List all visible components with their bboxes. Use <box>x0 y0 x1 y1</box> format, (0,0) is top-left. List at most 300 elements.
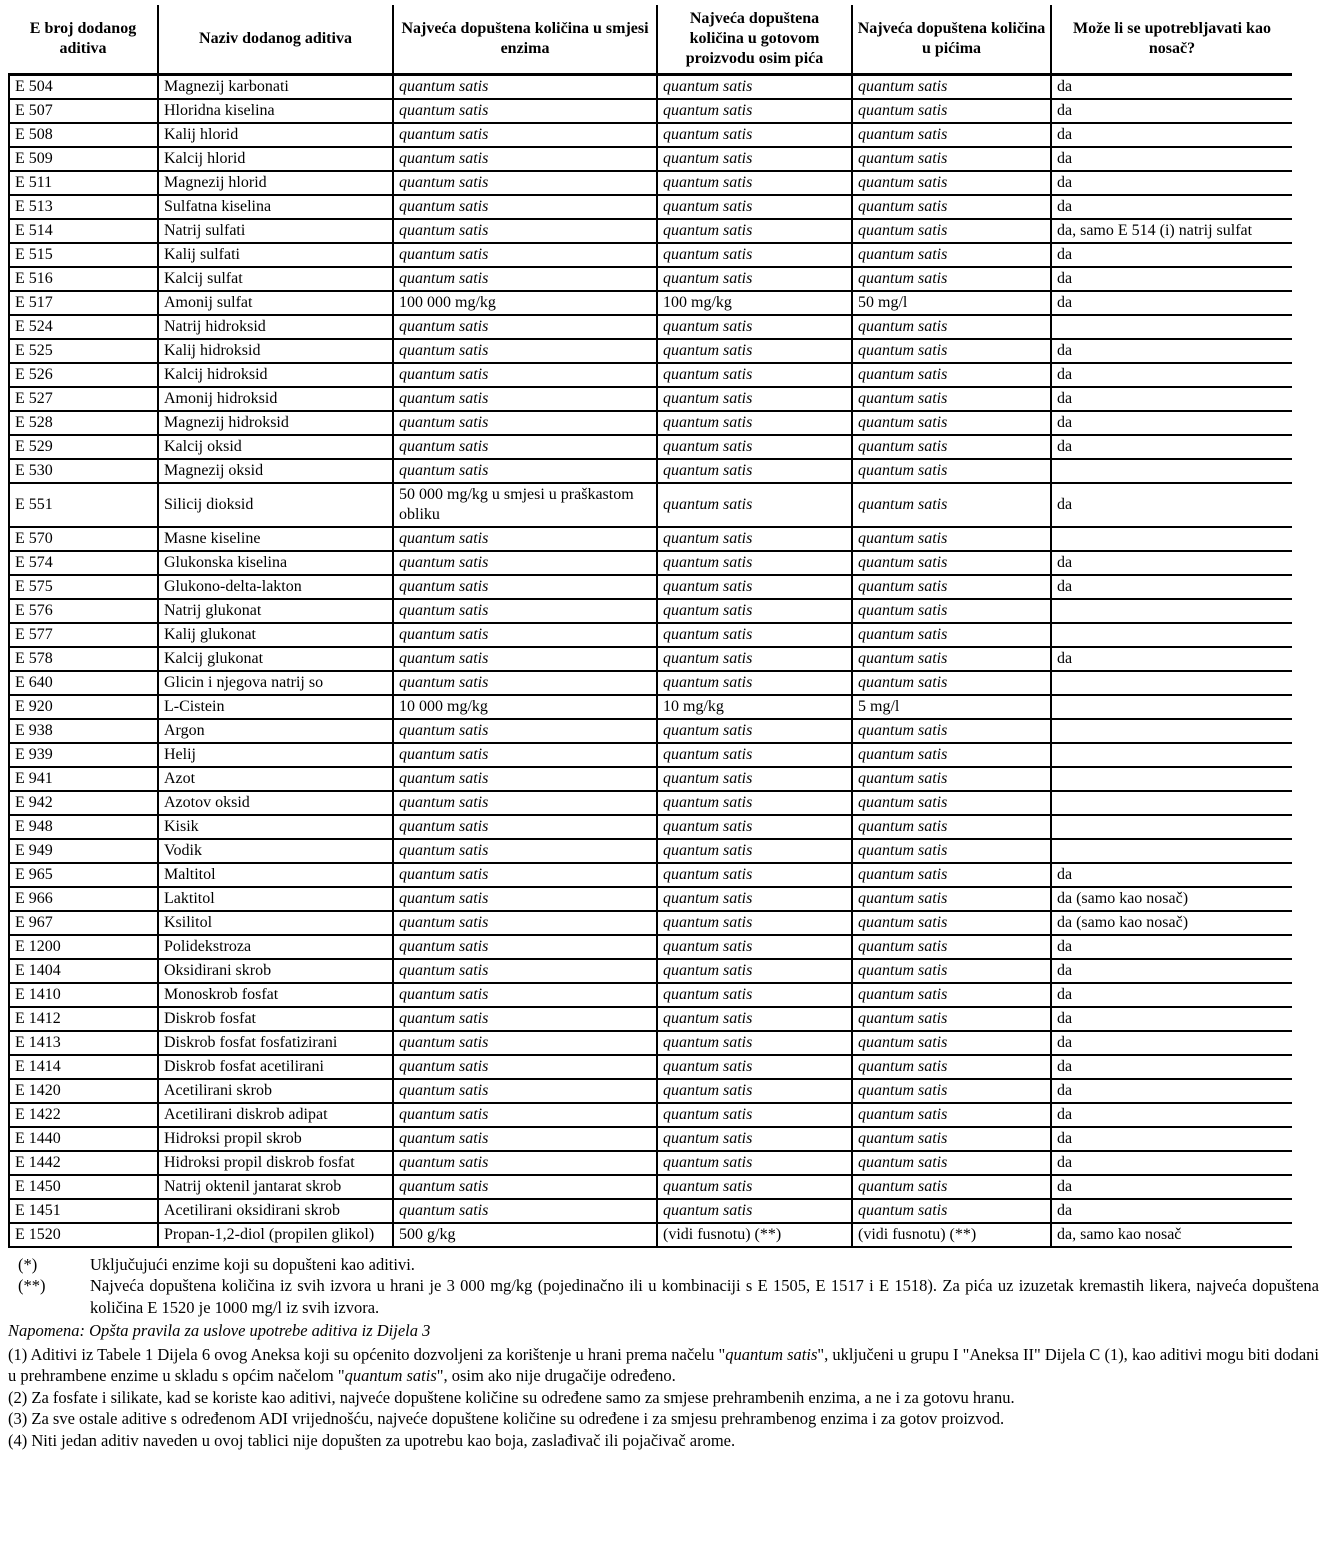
cell-max-finished-product: quantum satis <box>657 171 852 195</box>
col-max-drinks-header: Najveća dopuštena količina u pićima <box>852 5 1051 75</box>
cell-carrier-use <box>1051 767 1292 791</box>
cell-additive-name: Magnezij karbonati <box>158 75 393 100</box>
cell-max-enzyme-mix: 100 000 mg/kg <box>393 291 657 315</box>
cell-max-finished-product: quantum satis <box>657 1055 852 1079</box>
cell-max-drinks: quantum satis <box>852 435 1051 459</box>
cell-max-enzyme-mix: quantum satis <box>393 1175 657 1199</box>
cell-max-enzyme-mix: quantum satis <box>393 743 657 767</box>
cell-max-enzyme-mix: quantum satis <box>393 411 657 435</box>
cell-additive-name: Acetilirani oksidirani skrob <box>158 1199 393 1223</box>
cell-max-enzyme-mix: quantum satis <box>393 459 657 483</box>
cell-e-number: E 529 <box>9 435 158 459</box>
cell-carrier-use: da <box>1051 1007 1292 1031</box>
cell-max-finished-product: quantum satis <box>657 839 852 863</box>
cell-additive-name: Diskrob fosfat <box>158 1007 393 1031</box>
cell-max-finished-product: quantum satis <box>657 123 852 147</box>
table-row <box>9 671 1292 695</box>
cell-max-enzyme-mix: quantum satis <box>393 527 657 551</box>
cell-max-enzyme-mix: quantum satis <box>393 435 657 459</box>
cell-carrier-use: da <box>1051 575 1292 599</box>
cell-additive-name: Kisik <box>158 815 393 839</box>
cell-carrier-use: da <box>1051 435 1292 459</box>
cell-max-drinks: quantum satis <box>852 339 1051 363</box>
numbered-footnote: (4) Niti jedan aditiv naveden u ovoj tablici nije dopušten za upotrebu kao boja, zaslađivač ili pojačivač arome. <box>8 1430 736 1450</box>
cell-additive-name: Maltitol <box>158 863 393 887</box>
table-row <box>9 483 1292 527</box>
table-row <box>9 387 1292 411</box>
cell-e-number: E 576 <box>9 599 158 623</box>
starred-footnote <box>8 1275 1319 1318</box>
cell-carrier-use: da (samo kao nosač) <box>1051 887 1292 911</box>
table-row <box>9 623 1292 647</box>
col-max-enzyme-mix-header: Najveća dopuštena količina u smjesi enzima <box>393 5 657 75</box>
cell-max-drinks: quantum satis <box>852 767 1051 791</box>
table-row <box>9 435 1292 459</box>
cell-max-drinks: quantum satis <box>852 75 1051 100</box>
cell-max-enzyme-mix: quantum satis <box>393 219 657 243</box>
cell-max-enzyme-mix: quantum satis <box>393 363 657 387</box>
cell-e-number: E 1410 <box>9 983 158 1007</box>
cell-max-enzyme-mix: quantum satis <box>393 599 657 623</box>
cell-additive-name: Glicin i njegova natrij so <box>158 671 393 695</box>
table-row <box>9 1103 1292 1127</box>
cell-carrier-use: da <box>1051 1031 1292 1055</box>
cell-max-finished-product: quantum satis <box>657 671 852 695</box>
cell-max-enzyme-mix: quantum satis <box>393 767 657 791</box>
cell-max-enzyme-mix: quantum satis <box>393 647 657 671</box>
cell-max-enzyme-mix: 50 000 mg/kg u smjesi u praškastom obliku <box>393 483 657 527</box>
cell-carrier-use <box>1051 599 1292 623</box>
cell-max-finished-product: quantum satis <box>657 911 852 935</box>
cell-max-finished-product: quantum satis <box>657 647 852 671</box>
cell-carrier-use <box>1051 315 1292 339</box>
table-row <box>9 363 1292 387</box>
table-row <box>9 839 1292 863</box>
col-e-number-header: E broj dodanog aditiva <box>9 5 158 75</box>
cell-max-enzyme-mix: quantum satis <box>393 147 657 171</box>
additives-table <box>8 5 1292 1248</box>
table-row <box>9 267 1292 291</box>
cell-max-enzyme-mix: quantum satis <box>393 863 657 887</box>
cell-max-enzyme-mix: quantum satis <box>393 623 657 647</box>
cell-max-enzyme-mix: quantum satis <box>393 815 657 839</box>
cell-max-enzyme-mix: quantum satis <box>393 575 657 599</box>
cell-e-number: E 528 <box>9 411 158 435</box>
cell-additive-name: Silicij dioksid <box>158 483 393 527</box>
cell-carrier-use <box>1051 791 1292 815</box>
cell-carrier-use <box>1051 671 1292 695</box>
table-row <box>9 887 1292 911</box>
cell-e-number: E 504 <box>9 75 158 100</box>
cell-max-drinks: quantum satis <box>852 791 1051 815</box>
table-row <box>9 911 1292 935</box>
cell-e-number: E 515 <box>9 243 158 267</box>
cell-carrier-use: da <box>1051 483 1292 527</box>
cell-carrier-use: da <box>1051 935 1292 959</box>
cell-carrier-use: da <box>1051 411 1292 435</box>
cell-max-enzyme-mix: quantum satis <box>393 99 657 123</box>
cell-additive-name: Acetilirani skrob <box>158 1079 393 1103</box>
cell-carrier-use: da, samo E 514 (i) natrij sulfat <box>1051 219 1292 243</box>
cell-max-drinks: quantum satis <box>852 123 1051 147</box>
cell-additive-name: Hidroksi propil skrob <box>158 1127 393 1151</box>
cell-carrier-use: da <box>1051 1079 1292 1103</box>
starred-footnotes <box>8 1254 1319 1318</box>
cell-max-drinks: quantum satis <box>852 743 1051 767</box>
cell-max-drinks: quantum satis <box>852 935 1051 959</box>
cell-additive-name: Natrij oktenil jantarat skrob <box>158 1175 393 1199</box>
cell-max-finished-product: quantum satis <box>657 1031 852 1055</box>
cell-e-number: E 507 <box>9 99 158 123</box>
cell-max-enzyme-mix: quantum satis <box>393 1055 657 1079</box>
cell-max-drinks: quantum satis <box>852 1079 1051 1103</box>
cell-e-number: E 1520 <box>9 1223 158 1247</box>
cell-max-drinks: quantum satis <box>852 671 1051 695</box>
cell-e-number: E 511 <box>9 171 158 195</box>
table-row <box>9 243 1292 267</box>
cell-carrier-use: da <box>1051 1175 1292 1199</box>
cell-carrier-use: da <box>1051 171 1292 195</box>
cell-max-finished-product: quantum satis <box>657 1103 852 1127</box>
cell-carrier-use <box>1051 839 1292 863</box>
cell-max-drinks: (vidi fusnotu) (**) <box>852 1223 1051 1247</box>
cell-max-drinks: quantum satis <box>852 147 1051 171</box>
cell-additive-name: Kalcij hlorid <box>158 147 393 171</box>
table-row <box>9 527 1292 551</box>
table-row <box>9 171 1292 195</box>
cell-e-number: E 575 <box>9 575 158 599</box>
cell-additive-name: Kalij sulfati <box>158 243 393 267</box>
table-row <box>9 1175 1292 1199</box>
cell-max-enzyme-mix: quantum satis <box>393 791 657 815</box>
cell-carrier-use: da <box>1051 1151 1292 1175</box>
cell-max-drinks: quantum satis <box>852 1175 1051 1199</box>
starred-footnote <box>8 1254 1319 1275</box>
cell-max-finished-product: quantum satis <box>657 1175 852 1199</box>
cell-e-number: E 941 <box>9 767 158 791</box>
cell-max-finished-product: quantum satis <box>657 527 852 551</box>
cell-max-finished-product: 10 mg/kg <box>657 695 852 719</box>
cell-max-enzyme-mix: quantum satis <box>393 887 657 911</box>
cell-additive-name: Kalcij oksid <box>158 435 393 459</box>
cell-max-finished-product: quantum satis <box>657 815 852 839</box>
cell-carrier-use: da <box>1051 647 1292 671</box>
table-row <box>9 863 1292 887</box>
cell-max-finished-product: quantum satis <box>657 195 852 219</box>
cell-max-finished-product: quantum satis <box>657 387 852 411</box>
cell-max-finished-product: quantum satis <box>657 411 852 435</box>
table-row <box>9 1223 1292 1247</box>
cell-carrier-use <box>1051 815 1292 839</box>
napomena-note: Napomena: Opšta pravila za uslove upotrebe aditiva iz Dijela 3 <box>8 1321 431 1341</box>
cell-max-enzyme-mix: quantum satis <box>393 1199 657 1223</box>
cell-max-enzyme-mix: quantum satis <box>393 339 657 363</box>
cell-additive-name: Vodik <box>158 839 393 863</box>
cell-additive-name: Polidekstroza <box>158 935 393 959</box>
cell-max-finished-product: quantum satis <box>657 147 852 171</box>
cell-max-drinks: quantum satis <box>852 1031 1051 1055</box>
table-row <box>9 411 1292 435</box>
cell-max-finished-product: quantum satis <box>657 483 852 527</box>
col-additive-name-header: Naziv dodanog aditiva <box>158 5 393 75</box>
cell-e-number: E 530 <box>9 459 158 483</box>
cell-additive-name: Acetilirani diskrob adipat <box>158 1103 393 1127</box>
cell-max-enzyme-mix: quantum satis <box>393 1007 657 1031</box>
numbered-footnote: (1) Aditivi iz Tabele 1 Dijela 6 ovog Aneksa koji su općenito dozvoljeni za korištenje u hrani prema načelu "quantum satis", uključeni u grupu I "Aneksa II" Dijela C (1), kao aditivi mogu biti dodani u prehrambene enzime u skladu s općim načelom "quantum satis", osim ako nije drugačije određeno. <box>8 1344 1320 1386</box>
cell-e-number: E 920 <box>9 695 158 719</box>
cell-max-drinks: quantum satis <box>852 599 1051 623</box>
cell-max-enzyme-mix: quantum satis <box>393 315 657 339</box>
cell-additive-name: Hidroksi propil diskrob fosfat <box>158 1151 393 1175</box>
table-row <box>9 1031 1292 1055</box>
cell-additive-name: Magnezij hlorid <box>158 171 393 195</box>
cell-max-drinks: quantum satis <box>852 171 1051 195</box>
cell-e-number: E 1442 <box>9 1151 158 1175</box>
footnote-text: Najveća dopuštena količina iz svih izvora u hrani je 3 000 mg/kg (pojedinačno ili u kombinaciji s E 1505, E 1517 i E 1518). Za pića uz izuzetak kremastih likera, najveća dopuštena količina E 1520 je 1000 mg/l iz svih izvora. <box>90 1276 1319 1317</box>
cell-additive-name: Magnezij hidroksid <box>158 411 393 435</box>
cell-additive-name: Natrij hidroksid <box>158 315 393 339</box>
table-row <box>9 575 1292 599</box>
numbered-footnote: (3) Za sve ostale aditive s određenom ADI vrijednošću, najveće dopuštene količine su određene i za smjesu prehrambenog enzima i za gotov proizvod. <box>8 1409 1005 1429</box>
cell-additive-name: Argon <box>158 719 393 743</box>
cell-max-drinks: quantum satis <box>852 195 1051 219</box>
cell-max-drinks: quantum satis <box>852 1103 1051 1127</box>
cell-e-number: E 577 <box>9 623 158 647</box>
table-row <box>9 99 1292 123</box>
footnote-text: Uključujući enzime koji su dopušteni kao aditivi. <box>90 1255 415 1274</box>
table-row <box>9 75 1292 100</box>
cell-e-number: E 517 <box>9 291 158 315</box>
table-row <box>9 339 1292 363</box>
cell-additive-name: Propan-1,2-diol (propilen glikol) <box>158 1223 393 1247</box>
cell-max-finished-product: quantum satis <box>657 623 852 647</box>
cell-additive-name: Monoskrob fosfat <box>158 983 393 1007</box>
cell-carrier-use: da <box>1051 551 1292 575</box>
cell-max-finished-product: 100 mg/kg <box>657 291 852 315</box>
cell-max-enzyme-mix: quantum satis <box>393 171 657 195</box>
table-row <box>9 219 1292 243</box>
cell-max-finished-product: quantum satis <box>657 1199 852 1223</box>
cell-max-enzyme-mix: quantum satis <box>393 1151 657 1175</box>
cell-max-enzyme-mix: quantum satis <box>393 911 657 935</box>
cell-max-drinks: quantum satis <box>852 863 1051 887</box>
cell-max-drinks: quantum satis <box>852 387 1051 411</box>
cell-additive-name: Oksidirani skrob <box>158 959 393 983</box>
cell-max-drinks: quantum satis <box>852 911 1051 935</box>
numbered-footnote: (2) Za fosfate i silikate, kad se koriste kao aditivi, najveće dopuštene količine su određene samo za smjese prehrambenih enzima, a ne i za gotovu hranu. <box>8 1387 1015 1407</box>
table-row <box>9 1079 1292 1103</box>
cell-max-drinks: quantum satis <box>852 1151 1051 1175</box>
table-row <box>9 1055 1292 1079</box>
cell-max-drinks: quantum satis <box>852 315 1051 339</box>
cell-max-drinks: quantum satis <box>852 575 1051 599</box>
cell-additive-name: Magnezij oksid <box>158 459 393 483</box>
cell-max-drinks: quantum satis <box>852 243 1051 267</box>
cell-carrier-use: da <box>1051 147 1292 171</box>
cell-max-finished-product: quantum satis <box>657 863 852 887</box>
footnote-marker: (*) <box>18 1255 38 1274</box>
cell-carrier-use: da <box>1051 363 1292 387</box>
cell-additive-name: Sulfatna kiselina <box>158 195 393 219</box>
cell-additive-name: Kalcij glukonat <box>158 647 393 671</box>
table-row <box>9 147 1292 171</box>
cell-max-drinks: quantum satis <box>852 959 1051 983</box>
cell-max-enzyme-mix: quantum satis <box>393 671 657 695</box>
cell-additive-name: Kalcij hidroksid <box>158 363 393 387</box>
cell-max-drinks: quantum satis <box>852 99 1051 123</box>
cell-e-number: E 524 <box>9 315 158 339</box>
cell-max-finished-product: quantum satis <box>657 243 852 267</box>
cell-carrier-use: da <box>1051 863 1292 887</box>
table-row <box>9 459 1292 483</box>
cell-additive-name: Kalij glukonat <box>158 623 393 647</box>
cell-max-finished-product: quantum satis <box>657 551 852 575</box>
cell-max-finished-product: (vidi fusnotu) (**) <box>657 1223 852 1247</box>
cell-additive-name: Azotov oksid <box>158 791 393 815</box>
table-row <box>9 1007 1292 1031</box>
cell-e-number: E 1450 <box>9 1175 158 1199</box>
cell-max-finished-product: quantum satis <box>657 743 852 767</box>
cell-max-enzyme-mix: quantum satis <box>393 983 657 1007</box>
table-row <box>9 1151 1292 1175</box>
header-row <box>9 5 1292 75</box>
cell-carrier-use <box>1051 459 1292 483</box>
cell-additive-name: Natrij sulfati <box>158 219 393 243</box>
cell-e-number: E 513 <box>9 195 158 219</box>
cell-e-number: E 527 <box>9 387 158 411</box>
cell-carrier-use <box>1051 743 1292 767</box>
table-body <box>9 75 1292 1248</box>
cell-max-enzyme-mix: quantum satis <box>393 1031 657 1055</box>
table-row <box>9 599 1292 623</box>
cell-max-enzyme-mix: quantum satis <box>393 195 657 219</box>
cell-max-finished-product: quantum satis <box>657 75 852 100</box>
cell-max-finished-product: quantum satis <box>657 887 852 911</box>
cell-max-finished-product: quantum satis <box>657 1007 852 1031</box>
cell-max-enzyme-mix: quantum satis <box>393 1127 657 1151</box>
cell-max-enzyme-mix: quantum satis <box>393 935 657 959</box>
cell-max-drinks: quantum satis <box>852 647 1051 671</box>
cell-e-number: E 578 <box>9 647 158 671</box>
cell-carrier-use: da (samo kao nosač) <box>1051 911 1292 935</box>
cell-max-drinks: quantum satis <box>852 411 1051 435</box>
cell-e-number: E 938 <box>9 719 158 743</box>
cell-carrier-use: da <box>1051 1103 1292 1127</box>
cell-additive-name: Amonij hidroksid <box>158 387 393 411</box>
cell-max-finished-product: quantum satis <box>657 99 852 123</box>
cell-additive-name: Azot <box>158 767 393 791</box>
cell-additive-name: Helij <box>158 743 393 767</box>
cell-carrier-use: da <box>1051 1199 1292 1223</box>
cell-max-drinks: quantum satis <box>852 219 1051 243</box>
cell-max-enzyme-mix: quantum satis <box>393 551 657 575</box>
cell-e-number: E 509 <box>9 147 158 171</box>
cell-carrier-use <box>1051 719 1292 743</box>
cell-max-enzyme-mix: quantum satis <box>393 1103 657 1127</box>
cell-max-enzyme-mix: quantum satis <box>393 75 657 100</box>
cell-carrier-use: da <box>1051 959 1292 983</box>
cell-max-finished-product: quantum satis <box>657 791 852 815</box>
cell-carrier-use: da <box>1051 75 1292 100</box>
cell-max-enzyme-mix: quantum satis <box>393 387 657 411</box>
cell-e-number: E 1200 <box>9 935 158 959</box>
cell-max-drinks: quantum satis <box>852 363 1051 387</box>
cell-additive-name: Kalij hidroksid <box>158 339 393 363</box>
cell-max-finished-product: quantum satis <box>657 935 852 959</box>
cell-max-finished-product: quantum satis <box>657 219 852 243</box>
cell-max-drinks: quantum satis <box>852 1199 1051 1223</box>
cell-carrier-use <box>1051 527 1292 551</box>
cell-max-finished-product: quantum satis <box>657 339 852 363</box>
cell-e-number: E 967 <box>9 911 158 935</box>
table-row <box>9 791 1292 815</box>
table-row <box>9 195 1292 219</box>
table-row <box>9 719 1292 743</box>
table-row <box>9 935 1292 959</box>
col-carrier-use-header: Može li se upotrebljavati kao nosač? <box>1051 5 1292 75</box>
cell-e-number: E 526 <box>9 363 158 387</box>
cell-max-drinks: 5 mg/l <box>852 695 1051 719</box>
cell-carrier-use: da <box>1051 195 1292 219</box>
cell-e-number: E 966 <box>9 887 158 911</box>
cell-e-number: E 948 <box>9 815 158 839</box>
cell-e-number: E 551 <box>9 483 158 527</box>
cell-carrier-use: da <box>1051 243 1292 267</box>
cell-e-number: E 939 <box>9 743 158 767</box>
cell-additive-name: Glukono-delta-lakton <box>158 575 393 599</box>
cell-e-number: E 1412 <box>9 1007 158 1031</box>
cell-max-finished-product: quantum satis <box>657 1079 852 1103</box>
cell-max-enzyme-mix: 10 000 mg/kg <box>393 695 657 719</box>
cell-max-finished-product: quantum satis <box>657 575 852 599</box>
cell-carrier-use: da <box>1051 1127 1292 1151</box>
cell-max-finished-product: quantum satis <box>657 315 852 339</box>
cell-max-drinks: quantum satis <box>852 551 1051 575</box>
cell-e-number: E 1422 <box>9 1103 158 1127</box>
cell-additive-name: Hloridna kiselina <box>158 99 393 123</box>
table-row <box>9 767 1292 791</box>
table-row <box>9 983 1292 1007</box>
cell-max-enzyme-mix: quantum satis <box>393 839 657 863</box>
cell-max-drinks: quantum satis <box>852 527 1051 551</box>
cell-max-drinks: quantum satis <box>852 267 1051 291</box>
cell-additive-name: Kalcij sulfat <box>158 267 393 291</box>
cell-e-number: E 514 <box>9 219 158 243</box>
cell-max-drinks: quantum satis <box>852 1127 1051 1151</box>
cell-carrier-use <box>1051 695 1292 719</box>
cell-additive-name: Ksilitol <box>158 911 393 935</box>
footnotes-section <box>8 1254 1319 1451</box>
cell-e-number: E 525 <box>9 339 158 363</box>
cell-carrier-use <box>1051 623 1292 647</box>
cell-max-finished-product: quantum satis <box>657 983 852 1007</box>
cell-max-enzyme-mix: 500 g/kg <box>393 1223 657 1247</box>
cell-carrier-use: da <box>1051 387 1292 411</box>
cell-additive-name: L-Cistein <box>158 695 393 719</box>
cell-carrier-use: da <box>1051 267 1292 291</box>
cell-carrier-use: da <box>1051 339 1292 363</box>
cell-additive-name: Diskrob fosfat fosfatizirani <box>158 1031 393 1055</box>
table-row <box>9 647 1292 671</box>
cell-carrier-use: da, samo kao nosač <box>1051 1223 1292 1247</box>
cell-max-drinks: quantum satis <box>852 983 1051 1007</box>
table-row <box>9 743 1292 767</box>
cell-max-drinks: quantum satis <box>852 623 1051 647</box>
cell-max-drinks: quantum satis <box>852 839 1051 863</box>
cell-max-finished-product: quantum satis <box>657 363 852 387</box>
table-row <box>9 1199 1292 1223</box>
cell-e-number: E 1413 <box>9 1031 158 1055</box>
